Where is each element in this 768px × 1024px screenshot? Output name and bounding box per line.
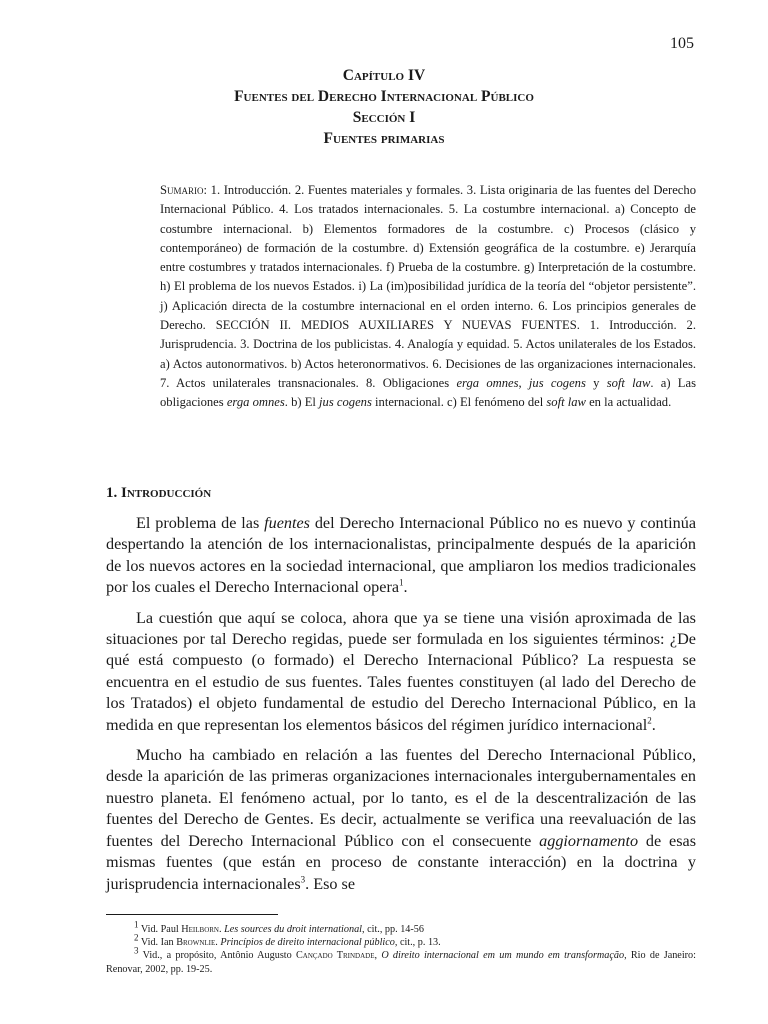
summary-label: Sumario: <box>160 183 208 197</box>
footnote-2 <box>106 932 696 949</box>
footnote-1 <box>106 919 696 936</box>
footnote-author: Heilborn <box>181 924 219 935</box>
paragraph-2 <box>106 608 696 736</box>
footnote-title: O direito internacional em um mundo em transformação <box>381 950 625 962</box>
summary-term: soft law <box>546 395 586 410</box>
footnote-author: Cançado Trindade <box>295 950 375 962</box>
footnote-text: Vid., a propósito, Antônio Augusto <box>138 950 296 962</box>
summary-term: erga omnes <box>456 375 519 390</box>
footnote-ref: 1 <box>399 577 404 588</box>
summary-term: jus cogens <box>528 375 586 390</box>
summary-term: soft law <box>606 375 651 390</box>
chapter-title: Fuentes del Derecho Internacional Público <box>234 88 534 105</box>
footnote-text: , cit., p. 13. <box>394 937 441 949</box>
footnote-number: 2 <box>134 932 139 943</box>
footnote-ref: 2 <box>647 715 652 726</box>
paragraph-text: . Eso se <box>305 874 356 893</box>
footnote-text: Vid. Paul <box>138 924 182 935</box>
footnote-ref: 3 <box>300 874 306 885</box>
chapter-heading: Capítulo IV <box>342 67 426 84</box>
summary-term: jus cogens <box>319 395 372 410</box>
footnote-number: 1 <box>134 919 139 930</box>
summary-text: , <box>518 375 529 390</box>
summary-text: . a) Las obligaciones <box>160 375 696 410</box>
paragraph-1 <box>106 513 696 599</box>
paragraph-text: . <box>403 578 408 597</box>
paragraph-text: de esas mismas fuentes (que están en proceso de constante interacción) en la doctrina y jurisprudencia internacionales <box>106 831 696 893</box>
footnote-text: . <box>219 924 225 935</box>
body-text <box>106 513 696 904</box>
footnote-text: , <box>374 950 382 962</box>
summary-text: en la actualidad. <box>585 395 672 410</box>
summary-block <box>160 181 696 413</box>
introduction-heading: 1. Introducción <box>106 485 212 501</box>
footnote-text: , cit., pp. 14-56 <box>362 924 424 935</box>
footnote-title: Princípios de direito internacional público <box>220 937 395 949</box>
footnote-divider <box>106 914 278 915</box>
summary-text: 1. Introducción. 2. Fuentes materiales y formales. 3. Lista originaria de las fuentes del Derecho Internacional Público. 4. Los tratados internacionales. 5. La costumbre internacional. a) Concepto de costumbre internacional. b) Elementos formadores de la costumbre. c) Procesos (clásico y contemporáneo) de formación de la costumbre. d) Extensión geográfica de la costumbre. e) Jerarquía entre costumbres y tratados internacionales. f) Prueba de la costumbre. g) Interpretación de la costumbre. h) El problema de los nuevos Estados. i) La (im)posibilidad jurídica de la teoría del “objetor persistente”. j) Aplicación directa de la costumbre internacional en el orden interno. 6. Los principios generales de Derecho. SECCIÓN II. MEDIOS AUXILIARES Y NUEVAS FUENTES. 1. Introducción. 2. Jurisprudencia. 3. Doctrina de los publicistas. 4. Analogía y equidad. 5. Actos unilaterales de los Estados. a) Actos autonormativos. b) Actos heteronormativos. 6. Decisiones de las organizaciones internacionales. 7. Actos unilaterales transnacionales. 8. Obligaciones <box>160 183 696 390</box>
footnote-text: Vid. Ian <box>138 937 177 949</box>
paragraph-emphasis: aggiornamento <box>539 831 639 850</box>
paragraph-3 <box>106 745 696 895</box>
footnotes <box>106 919 696 976</box>
section-heading: Sección I <box>352 109 416 126</box>
summary-text: y <box>585 375 607 390</box>
paragraph-text: La cuestión que aquí se coloca, ahora que ya se tiene una visión aproximada de las situaciones por tal Derecho regidas, puede ser formulada en los siguientes términos: ¿De qué está compuesto (o formado) el Derecho Internacional Público? La respuesta se encuentra en el estudio de sus fuentes. Tales fuentes constituyen (al lado del Derecho de los Tratados) el objeto fundamental de estudio del Derecho Internacional Público, en la medida en que representan los elementos básicos del régimen jurídico internacional <box>106 608 696 734</box>
footnote-3 <box>106 946 696 975</box>
paragraph-text: del Derecho Internacional Público no es nuevo y continúa despertando la atención de los internacionalistas, principalmente después de la aparición de los nuevos actores en la sociedad internacional, que ampliaron los medios tradicionales por los cuales el Derecho Internacional opera <box>106 514 697 597</box>
summary-term: erga omnes <box>226 395 285 410</box>
footnote-text: , Rio de Janeiro: Renovar, 2002, pp. 19-25. <box>106 950 696 975</box>
page-number: 105 <box>670 35 694 52</box>
summary-text: internacional. c) El fenómeno del <box>371 395 547 410</box>
summary-text: . b) El <box>284 395 320 410</box>
footnote-text: . <box>215 937 221 949</box>
paragraph-text: . <box>651 715 656 734</box>
footnote-author: Brownlie <box>176 937 216 949</box>
section-subtitle: Fuentes primarias <box>323 130 445 147</box>
paragraph-text: El problema de las <box>136 514 265 532</box>
paragraph-emphasis: fuentes <box>264 514 310 532</box>
paragraph-text: Mucho ha cambiado en relación a las fuentes del Derecho Internacional Público, desde la aparición de las primeras organizaciones internacionales intergubernamentales en nuestro planeta. El fenómeno actual, por lo tanto, es el de la descentralización de las fuentes del Derecho de Gentes. Es decir, actualmente se verifica una reevaluación de las fuentes del Derecho Internacional Público con el consecuente <box>106 746 696 850</box>
footnote-number: 3 <box>134 946 139 957</box>
footnote-title: Les sources du droit international <box>224 924 363 935</box>
